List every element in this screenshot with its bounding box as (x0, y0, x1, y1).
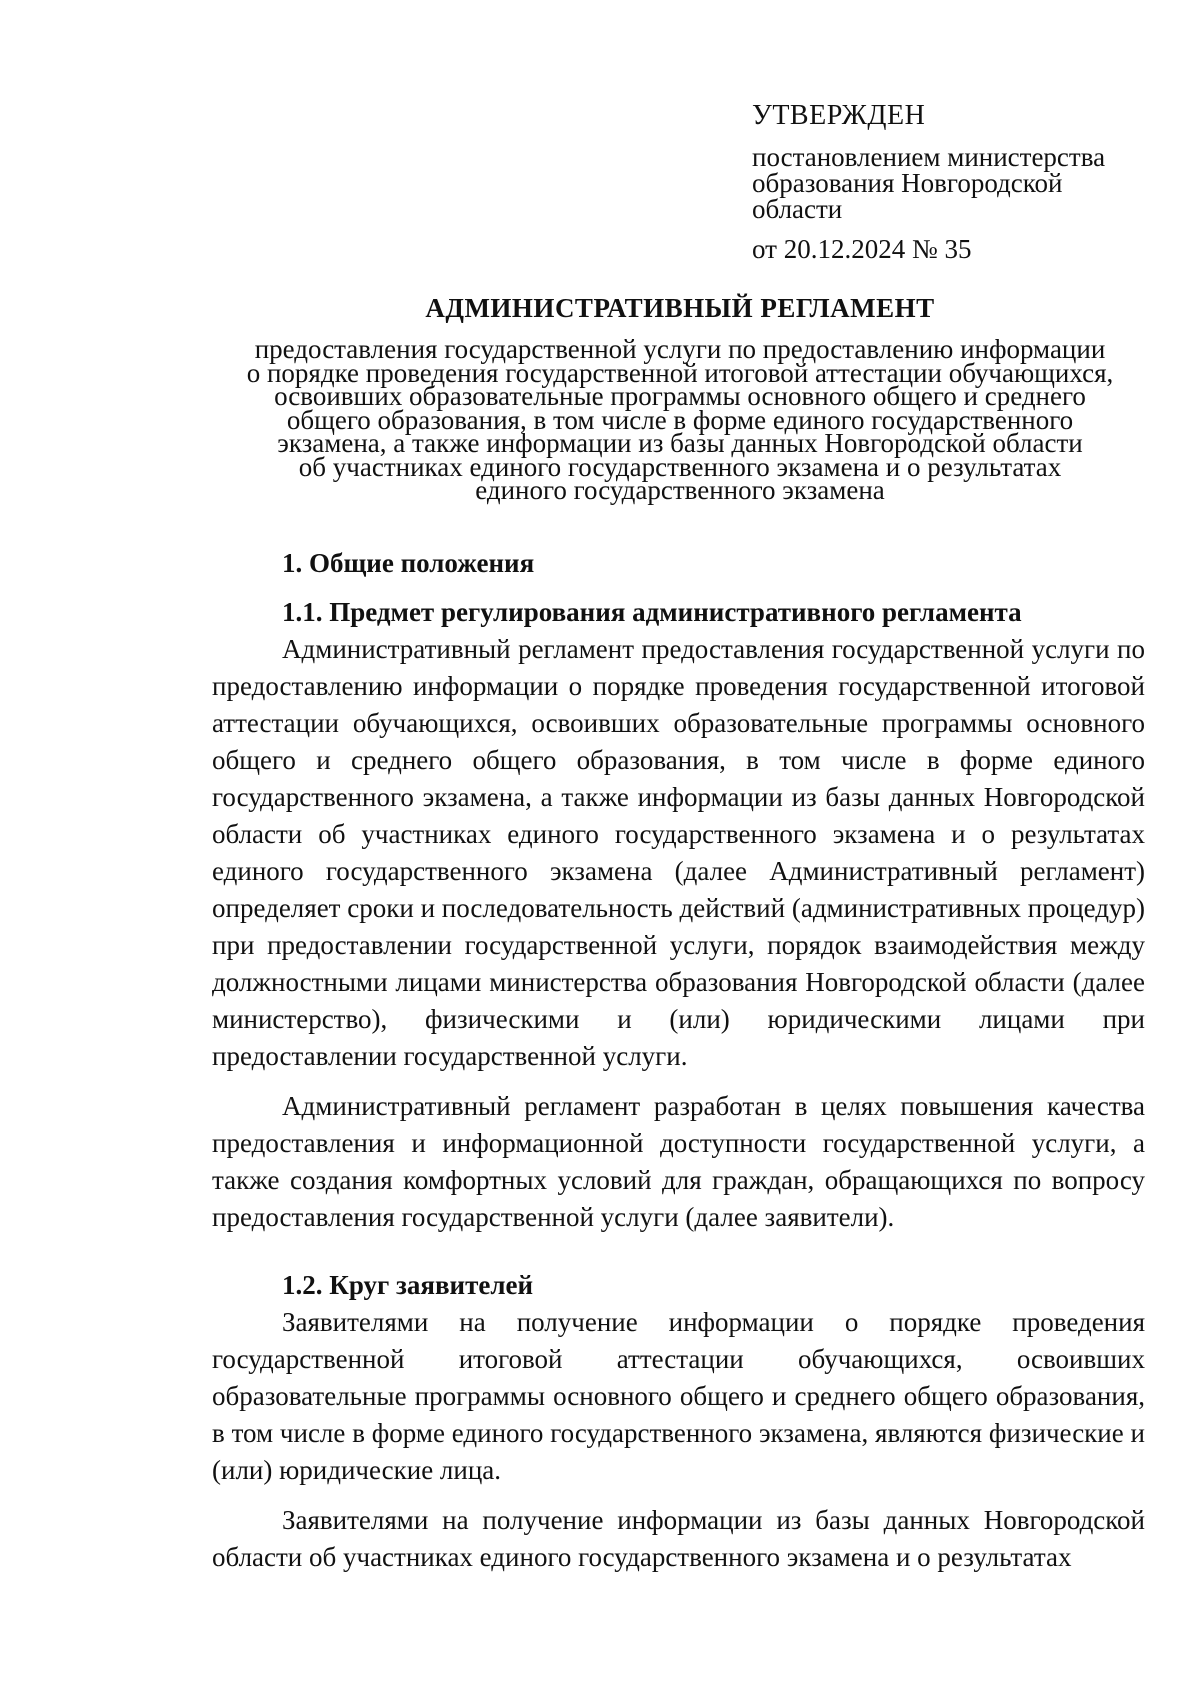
document-title-block (140, 290, 1200, 503)
approval-date: от 20.12.2024 № 35 (752, 234, 972, 264)
subsection-heading-subject: 1.1. Предмет регулирования административного регламента (282, 597, 1022, 627)
approval-heading: УТВЕРЖДЕН (752, 100, 926, 131)
paragraph: Заявителями на получение информации о порядке проведения государственной итоговой аттестации обучающихся, освоивших образовательные программы основного общего и среднего общего образования, в том числе в форме единого государственного экзамена, являются физические и (или) юридические лица. (212, 1307, 1145, 1485)
subtitle-line: единого государственного экзамена (475, 475, 885, 505)
subtitle-line: предоставления государственной услуги по предоставлению информации (254, 334, 1106, 364)
subtitle-line: общего образования, в том числе в форме единого государственного (286, 404, 1074, 435)
approval-issuer (752, 144, 1152, 222)
document-body (212, 545, 1145, 1589)
paragraph: Административный регламент разработан в целях повышения качества предоставления и информационной доступности государственной услуги, а также создания комфортных условий для граждан, обращающихся по вопросу предоставления государственной услуги (далее заявители). (212, 1091, 1145, 1232)
subtitle-line: освоивших образовательные программы основного общего и среднего (274, 381, 1086, 411)
paragraph: Заявителями на получение информации из базы данных Новгородской области об участниках единого государственного экзамена и о результатах (212, 1505, 1145, 1572)
approval-issuer-line: области (752, 194, 843, 224)
document-title: АДМИНИСТРАТИВНЫЙ РЕГЛАМЕНТ (425, 293, 935, 323)
approval-stamp-block (752, 100, 1152, 264)
section-heading-general: 1. Общие положения (282, 548, 535, 578)
subtitle-line: о порядке проведения государственной итоговой аттестации обучающихся, (246, 357, 1114, 388)
subtitle-line: экзамена, а также информации из базы данных Новгородской области (277, 428, 1083, 458)
document-subtitle (140, 334, 1200, 505)
approval-issuer-line: постановлением министерства (752, 142, 1106, 172)
paragraph: Административный регламент предоставления государственной услуги по предоставлению информации о порядке проведения государственной итоговой аттестации обучающихся, освоивших образовательные программы основного общего и среднего общего образования, в том числе в форме единого государственного экзамена, а также информации из базы данных Новгородской области об участниках единого государственного экзамена и о результатах единого государственного экзамена (далее Административный регламент) определяет сроки и последовательность действий (административных процедур) при предоставлении государственной услуги, порядок взаимодействия между должностными лицами министерства образования Новгородской области (далее министерство), физическими и (или) юридическими лицами при предоставлении государственной услуги. (212, 634, 1145, 1071)
subsection-heading-applicants: 1.2. Круг заявителей (282, 1270, 534, 1300)
approval-issuer-line: образования Новгородской (752, 168, 1063, 198)
subtitle-line: об участниках единого государственного экзамена и о результатах (298, 451, 1062, 482)
